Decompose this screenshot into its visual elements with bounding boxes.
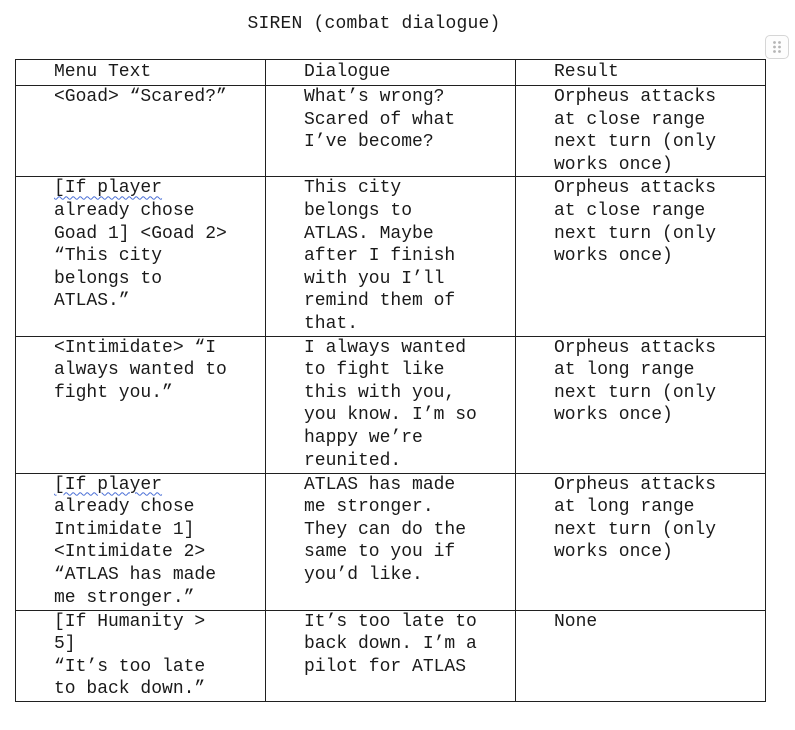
table-row [16,86,766,177]
table-move-handle[interactable] [765,35,789,59]
menu-text-cell: <Goad> “Scared?” [16,86,266,177]
menu-text-cell [16,473,266,610]
header-menu-text: Menu Text [16,60,266,86]
conditional-prefix: [If player [54,178,163,199]
table-row [16,177,766,336]
document-title: SIREN (combat dialogue) [247,14,501,34]
result-cell: Orpheus attacks at close range next turn (only works once) [516,177,766,336]
conditional-prefix: [If player [54,474,163,495]
menu-text-cell: <Intimidate> “I always wanted to fight you.” [16,336,266,473]
header-result: Result [516,60,766,86]
menu-text-cell: [If Humanity > 5] “It’s too late to back down.” [16,610,266,701]
table-row [16,473,766,610]
table-header-row [16,60,766,86]
dialogue-cell: I always wanted to fight like this with you, you know. I’m so happy we’re reunited. [266,336,516,473]
result-cell: None [516,610,766,701]
menu-text-body: already chose Goad 1] <Goad 2> “This city belongs to ATLAS.” [54,200,227,312]
table-row [16,610,766,701]
drag-handle-icon [771,40,783,54]
result-cell: Orpheus attacks at close range next turn (only works once) [516,86,766,177]
table-row [16,336,766,473]
result-cell: Orpheus attacks at long range next turn (only works once) [516,473,766,610]
dialogue-cell: What’s wrong? Scared of what I’ve become? [266,86,516,177]
menu-text-cell [16,177,266,336]
result-cell: Orpheus attacks at long range next turn (only works once) [516,336,766,473]
combat-dialogue-table [15,59,766,702]
dialogue-cell: This city belongs to ATLAS. Maybe after I finish with you I’ll remind them of that. [266,177,516,336]
dialogue-cell: It’s too late to back down. I’m a pilot for ATLAS [266,610,516,701]
dialogue-cell: ATLAS has made me stronger. They can do the same to you if you’d like. [266,473,516,610]
menu-text-body: already chose Intimidate 1] <Intimidate 2> “ATLAS has made me stronger.” [54,497,217,608]
header-dialogue: Dialogue [266,60,516,86]
